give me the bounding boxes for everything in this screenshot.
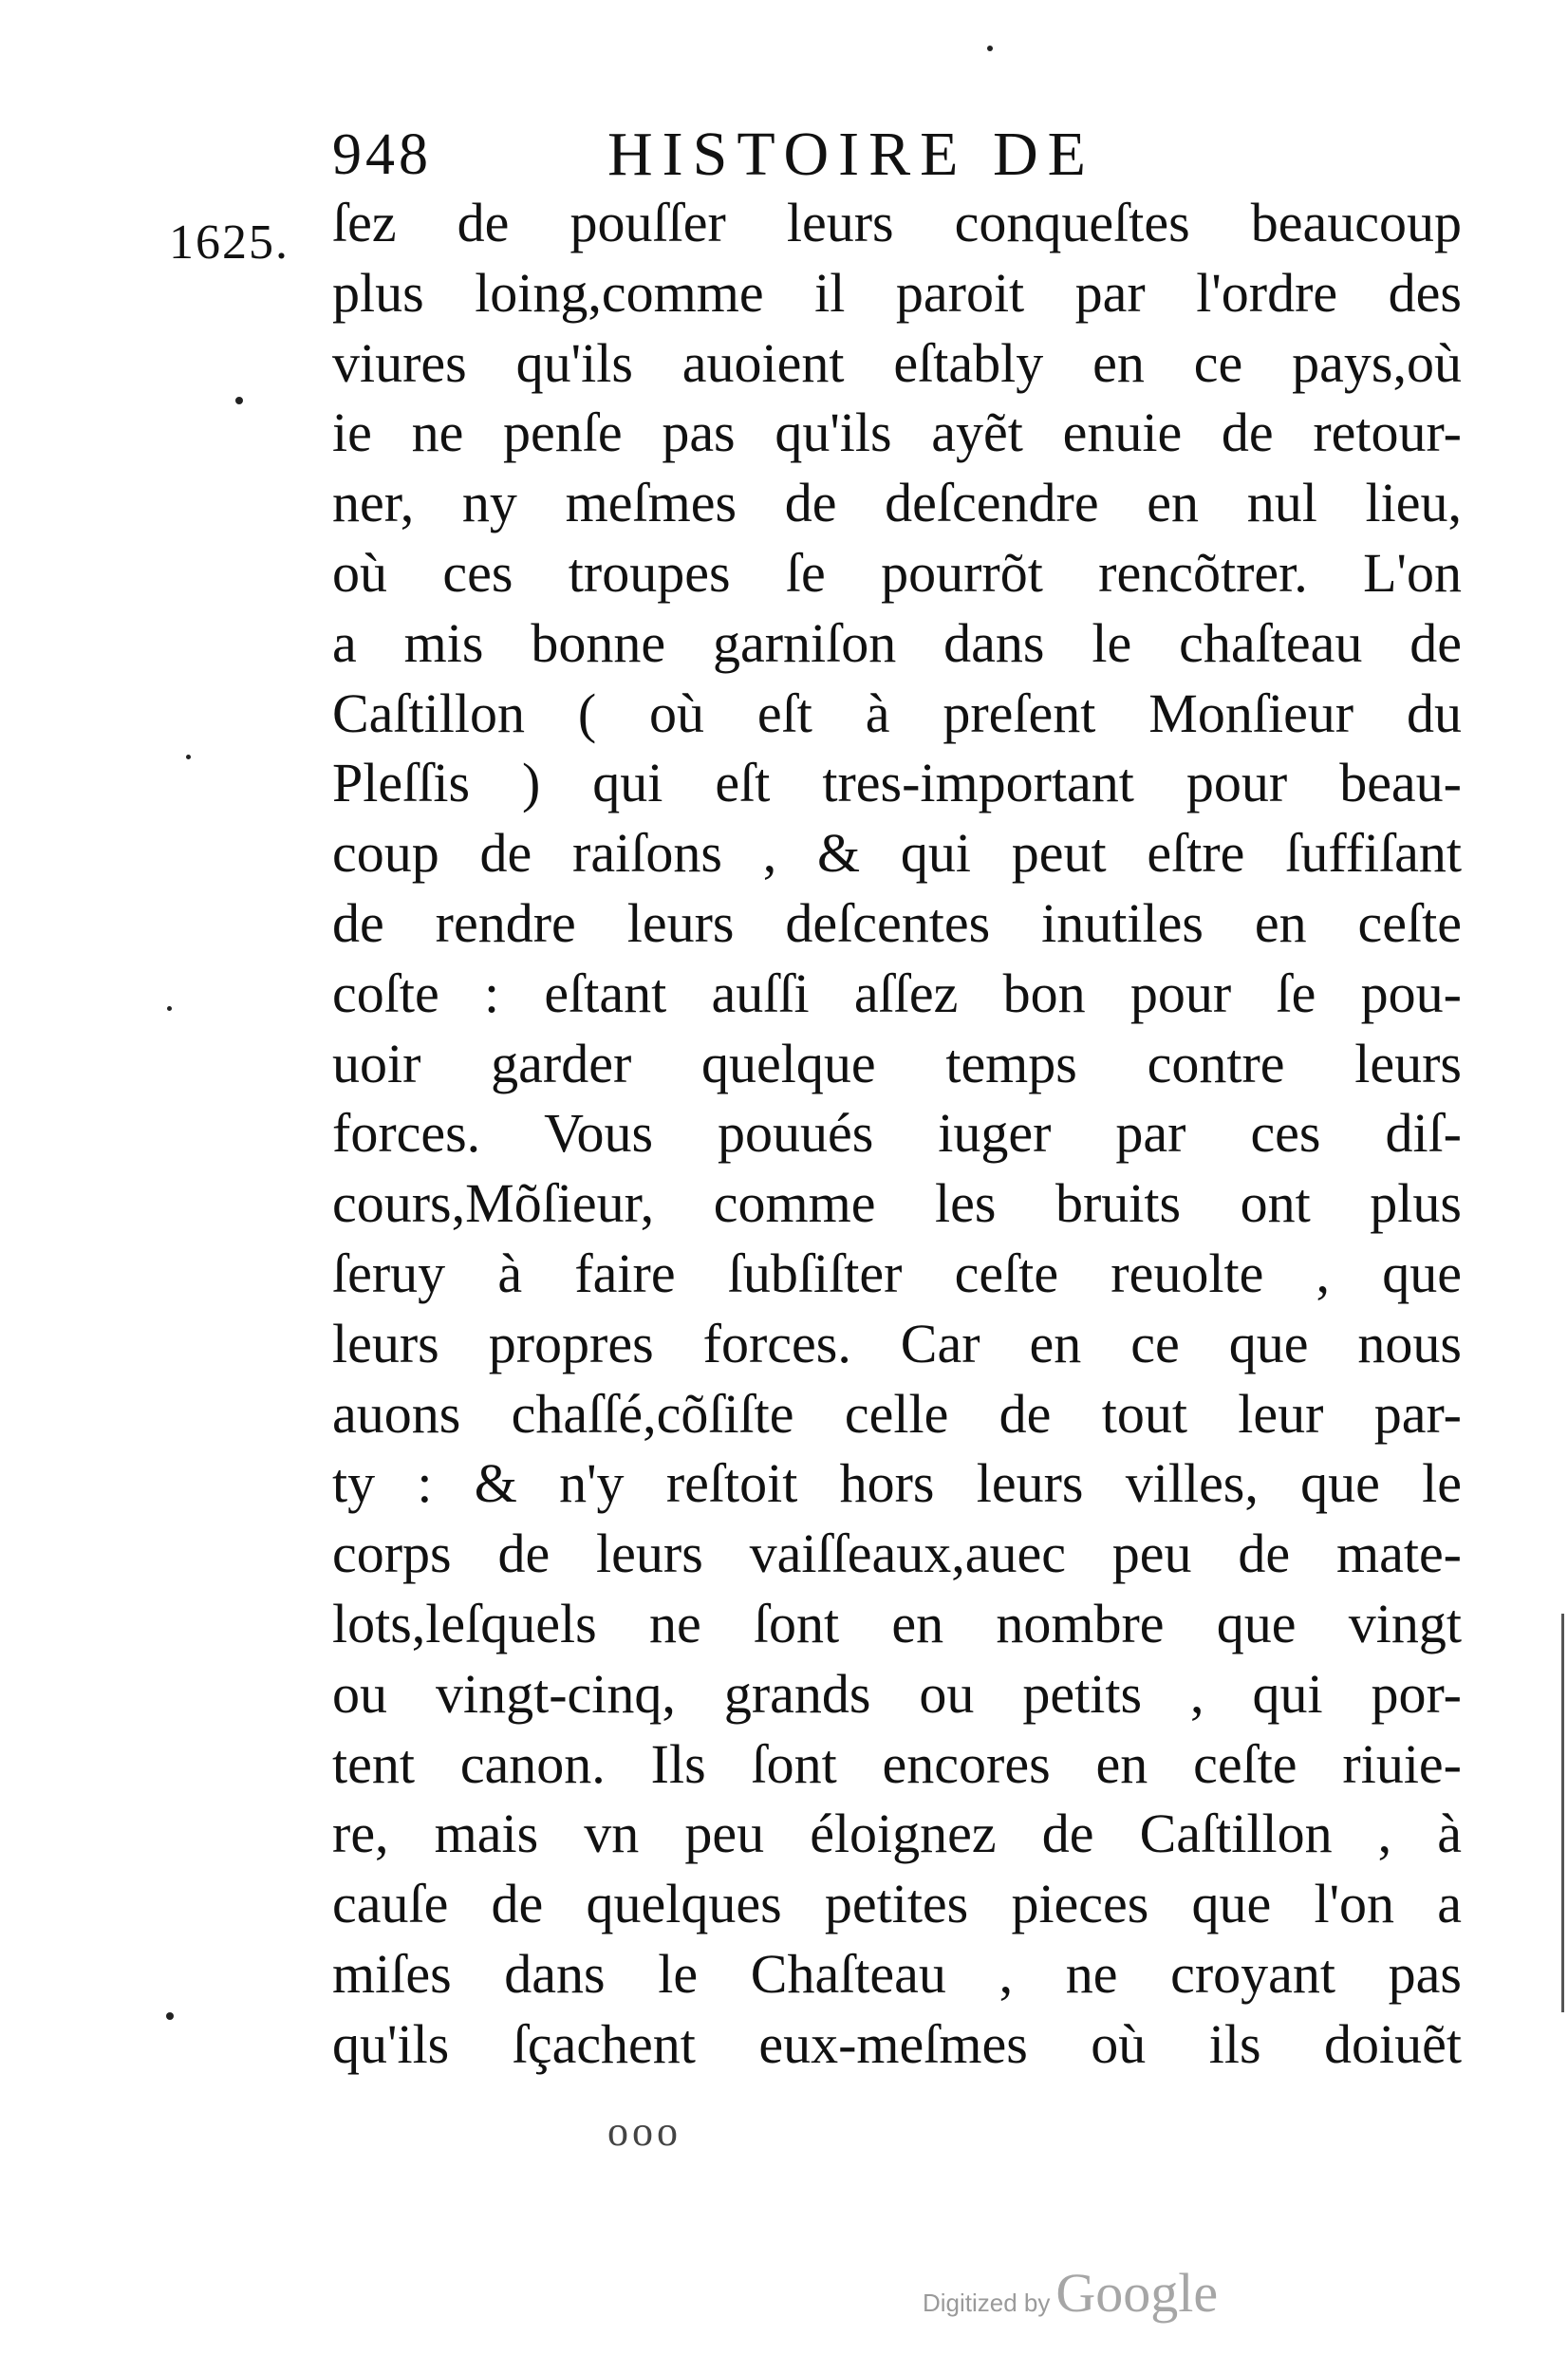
text-line: ſez de pouſſer leurs conqueſtes beaucoup: [332, 192, 1462, 253]
text-line: miſes dans le Chaſteau , ne croyant pas: [332, 1942, 1462, 2005]
scan-speck: [186, 755, 191, 759]
google-logo: Google: [1055, 2262, 1219, 2324]
watermark-prefix: Digitized by: [923, 2289, 1051, 2317]
text-line: re, mais vn peu éloignez de Caſtillon , à: [332, 1803, 1462, 1865]
text-line: lots,leſquels ne ſont en nombre que vingt: [332, 1592, 1462, 1654]
digitization-watermark: [923, 2261, 1218, 2337]
text-line: cours,Mõſieur, comme les bruits ont plus: [332, 1172, 1462, 1235]
running-head: [332, 112, 1281, 197]
text-line: qu'ils ſçachent eux-meſmes où ils doiuẽt: [332, 2012, 1462, 2075]
scan-speck: [235, 397, 243, 404]
scan-speck: [987, 46, 993, 51]
margin-year-note: 1625.: [169, 215, 289, 270]
text-line: coup de raiſons , & qui peut eſtre ſuffiſant: [332, 822, 1462, 885]
text-line: ou vingt-cinq, grands ou petits , qui por-: [332, 1662, 1462, 1725]
page-edge-shadow: [1561, 1614, 1564, 2012]
text-line: coſte : eſtant auſſi aſſez bon pour ſe pou-: [332, 962, 1462, 1024]
text-line: uoir garder quelque temps contre leurs: [332, 1032, 1462, 1094]
text-line: cauſe de quelques petites pieces que l'on a: [332, 1873, 1462, 1935]
text-line: corps de leurs vaiſſeaux,auec peu de mate-: [332, 1523, 1462, 1585]
catchword: ooo: [607, 2108, 681, 2155]
scan-speck: [167, 1006, 172, 1011]
text-line: où ces troupes ſe pourrõt rencõtrer. L'on: [332, 541, 1462, 604]
text-line: de rendre leurs deſcentes inutiles en ceſte: [332, 891, 1462, 954]
text-line: leurs propres forces. Car en ce que nous: [332, 1312, 1462, 1374]
text-line: forces. Vous pouués iuger par ces diſ-: [332, 1102, 1462, 1165]
text-line: auons chaſſé,cõſiſte celle de tout leur par-: [332, 1382, 1462, 1445]
text-line: ſeruy à faire ſubſiſter ceſte reuolte , que: [332, 1242, 1462, 1304]
text-line: Pleſſis ) qui eſt tres-important pour beau-: [332, 752, 1462, 814]
text-line: a mis bonne garniſon dans le chaſteau de: [332, 611, 1462, 674]
text-line: Caſtillon ( où eſt à preſent Monſieur du: [332, 682, 1462, 744]
page-number: 948: [332, 122, 432, 187]
text-line: ie ne penſe pas qu'ils ayẽt enuie de retour-: [332, 402, 1462, 464]
scan-speck: [166, 2012, 174, 2020]
text-line: ty : & n'y reſtoit hors leurs villes, que le: [332, 1452, 1462, 1515]
text-line: plus loing,comme il paroit par l'ordre des: [332, 261, 1462, 324]
text-line: ner, ny meſmes de deſcendre en nul lieu,: [332, 472, 1462, 534]
text-line: viures qu'ils auoient eſtably en ce pays,où: [332, 331, 1462, 394]
body-text: [332, 188, 1462, 2080]
running-title: HISTOIRE DE: [607, 120, 1095, 189]
text-line: tent canon. Ils ſont encores en ceſte riuie-: [332, 1732, 1462, 1795]
